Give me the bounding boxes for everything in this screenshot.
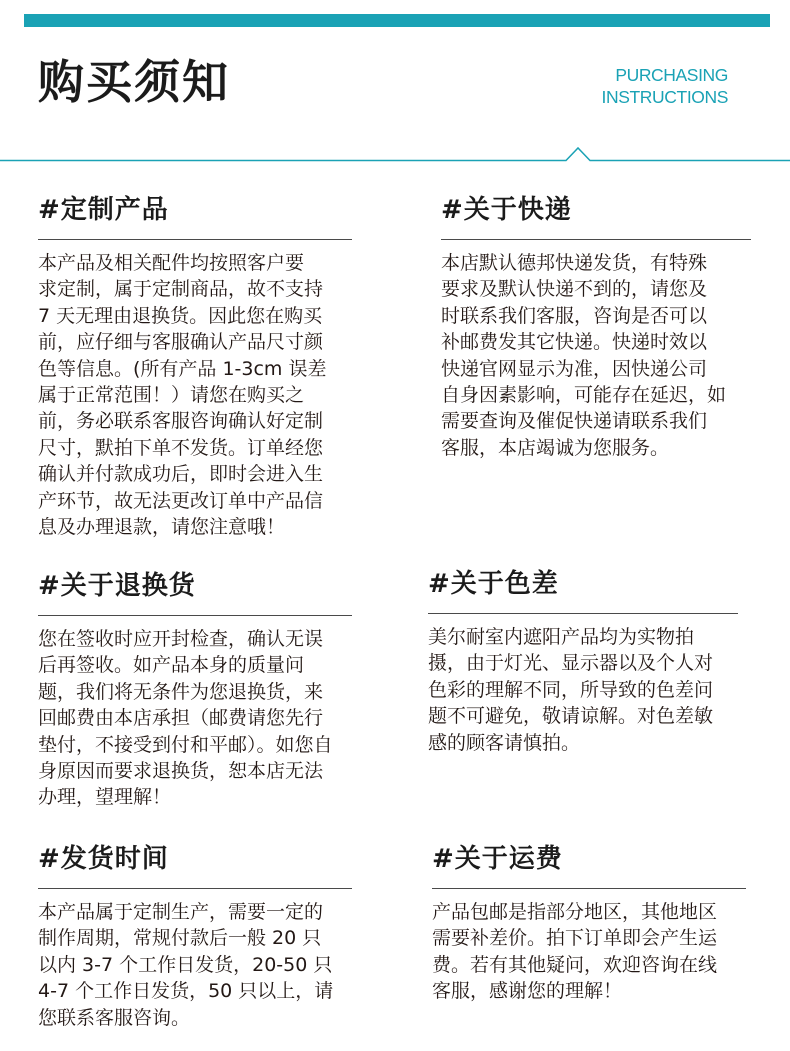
top-accent-bar <box>24 14 770 27</box>
body-line: 求定制，属于定制商品，故不支持 <box>38 278 324 301</box>
section-title: #关于色差 <box>428 569 559 599</box>
section-body <box>38 626 352 811</box>
body-line: 身原因而要求退换货，恕本店无法 <box>38 760 324 783</box>
section-shipping-time <box>38 842 352 1031</box>
section-rule <box>38 888 352 889</box>
body-line: 需要补差价。拍下订单即会产生运 <box>432 927 718 950</box>
body-line: 色彩的理解不同，所导致的色差问 <box>428 678 714 701</box>
section-body <box>38 899 352 1031</box>
section-rule <box>428 613 738 614</box>
body-line: 您在签收时应开封检查，确认无误 <box>38 628 324 650</box>
body-line: 您联系客服咨询。 <box>38 1006 191 1029</box>
body-line: 回邮费由本店承担（邮费请您先行 <box>38 707 324 730</box>
body-line: 客服，感谢您的理解！ <box>432 980 623 1003</box>
body-line: 产品包邮是指部分地区，其他地区 <box>432 901 718 923</box>
body-line: 息及办理退款，请您注意哦！ <box>38 516 286 539</box>
section-rule <box>441 239 751 240</box>
body-line: 以内 3-7 个工作日发货，20-50 只 <box>38 953 333 976</box>
body-line: 7 天无理由退换货。因此您在购买 <box>38 304 323 327</box>
page-title: 购买须知 <box>38 55 230 109</box>
body-line: 题不可避免，敬请谅解。对色差敏 <box>428 705 714 728</box>
body-line: 时联系我们客服，咨询是否可以 <box>441 304 708 327</box>
body-line: 属于正常范围！）请您在购买之 <box>38 384 305 407</box>
body-line: 垫付，不接受到付和平邮）。如您自 <box>38 733 333 756</box>
body-line: 感的顾客请慎拍。 <box>428 731 581 754</box>
section-body <box>38 250 352 540</box>
section-rule <box>38 615 352 616</box>
body-line: 自身因素影响，可能存在延迟，如 <box>441 384 727 407</box>
body-line: 要求及默认快递不到的，请您及 <box>441 278 708 301</box>
section-title: #关于快递 <box>441 195 572 225</box>
body-line: 题，我们将无条件为您退换货，来 <box>38 680 324 703</box>
body-line: 尺寸，默拍下单不发货。订单经您 <box>38 436 324 459</box>
body-line: 后再签收。如产品本身的质量问 <box>38 654 305 677</box>
section-body <box>441 250 751 461</box>
section-shipping-fee <box>432 842 746 1005</box>
section-rule <box>432 888 746 889</box>
body-line: 前，应仔细与客服确认产品尺寸颜 <box>38 331 324 354</box>
body-line: 费。若有其他疑问，欢迎咨询在线 <box>432 953 718 976</box>
body-line: 快递官网显示为准，因快递公司 <box>441 357 708 380</box>
body-line: 摄，由于灯光、显示器以及个人对 <box>428 652 714 675</box>
body-line: 需要查询及催促快递请联系我们 <box>441 410 708 433</box>
body-line: 本产品属于定制生产，需要一定的 <box>38 901 324 923</box>
body-line: 办理，望理解！ <box>38 786 172 809</box>
section-body <box>428 624 738 756</box>
subtitle-line-1: PURCHASING <box>615 65 728 85</box>
body-line: 本产品及相关配件均按照客户要 <box>38 252 305 274</box>
section-rule <box>38 239 352 240</box>
section-express <box>441 193 751 461</box>
page-subtitle <box>560 64 728 108</box>
body-line: 补邮费发其它快递。快递时效以 <box>441 331 708 354</box>
section-body <box>432 899 746 1005</box>
body-line: 美尔耐室内遮阳产品均为实物拍 <box>428 626 695 648</box>
body-line: 制作周期，常规付款后一般 20 只 <box>38 927 322 950</box>
section-returns <box>38 569 352 811</box>
section-title: #定制产品 <box>38 195 169 225</box>
section-title: #关于运费 <box>432 844 563 874</box>
body-line: 确认并付款成功后，即时会进入生 <box>38 463 324 486</box>
subtitle-line-2: INSTRUCTIONS <box>601 87 728 107</box>
body-line: 色等信息。(所有产品 1-3cm 误差 <box>38 357 327 380</box>
section-title: #关于退换货 <box>38 571 196 601</box>
body-line: 本店默认德邦快递发货，有特殊 <box>441 252 708 274</box>
body-line: 前，务必联系客服咨询确认好定制 <box>38 410 324 433</box>
section-custom-product <box>38 193 352 540</box>
body-line: 客服，本店竭诚为您服务。 <box>441 436 670 459</box>
body-line: 4-7 个工作日发货，50 只以上，请 <box>38 980 334 1003</box>
section-color-difference <box>428 567 738 756</box>
header-divider <box>0 144 790 164</box>
body-line: 产环节，故无法更改订单中产品信 <box>38 489 324 512</box>
section-title: #发货时间 <box>38 844 169 874</box>
